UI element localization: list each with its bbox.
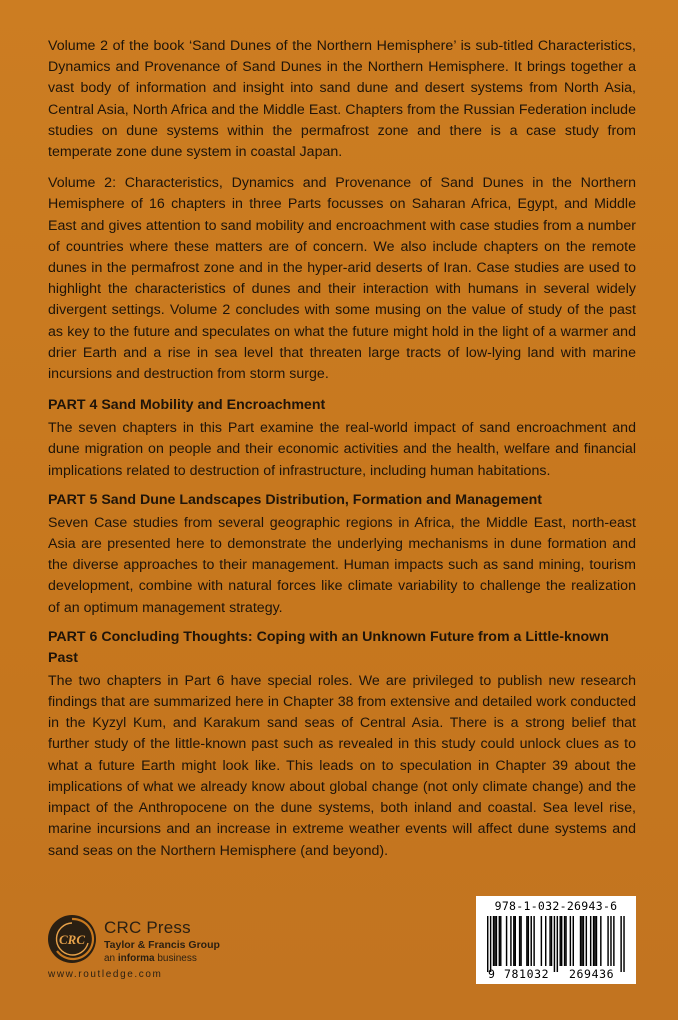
crc-logo-icon — [48, 915, 96, 963]
ean-right-digits: 269436 — [569, 967, 615, 981]
part5-heading: PART 5 Sand Dune Landscapes Distribution, Formation and Management — [48, 491, 542, 508]
barcode-bar — [564, 916, 565, 966]
barcode-bar — [519, 916, 520, 966]
publisher-group: Taylor & Francis Group — [104, 939, 220, 951]
barcode-bars — [484, 916, 628, 972]
publisher-business: an informa business — [104, 953, 197, 964]
barcode-bar — [526, 916, 527, 966]
barcode-bar — [506, 916, 507, 966]
barcode-bar — [528, 916, 529, 966]
barcode-bar — [570, 916, 571, 966]
barcode-bar — [557, 916, 558, 972]
barcode-bar — [560, 916, 561, 966]
barcode-bar — [586, 916, 587, 966]
ean-left-digits: 781032 — [504, 967, 550, 981]
barcode-bar — [551, 916, 552, 966]
barcode-bar — [541, 916, 542, 966]
publisher-logo — [48, 915, 248, 985]
isbn-number: 978-1-032-26943-6 — [494, 899, 618, 913]
barcode-bar — [610, 916, 611, 966]
volume2-paragraph: Volume 2: Characteristics, Dynamics and Provenance of Sand Dunes in the Northern Hemisphere of 16 chapters in three Parts focusses on Saharan Africa, Egypt, and Middle East and gives attention to sand mobility and encroachment with case studies from a number of countries where these matters are of concern. We also include chapters on the remote dunes in the permafrost zone and in the hyper-arid deserts of Iran. Case studies are used to highlight the characteristics of dunes and their interaction with humans in several widely divergent settings. Volume 2 concludes with some musing on the value of study of the past as key to the future and speculates on what the future might hold in the light of a warmer and drier Earth and a rise in sea level that threaten large tracts of low-lying land with marine incursions and destruction from storm surge. — [48, 175, 636, 383]
barcode-bar — [487, 916, 488, 972]
barcode-bar — [561, 916, 562, 966]
barcode-bar — [583, 916, 584, 966]
barcode-bar — [549, 916, 550, 966]
barcode-bar — [600, 916, 601, 966]
barcode-bar — [607, 916, 608, 966]
back-cover-text — [48, 36, 636, 868]
crc-logo-letters: CRC — [58, 932, 86, 947]
barcode-bar — [500, 916, 501, 966]
barcode-bar — [594, 916, 595, 966]
barcode-bar — [593, 916, 594, 966]
barcode-bar — [520, 916, 521, 966]
barcode-bar — [554, 916, 555, 972]
part4-paragraph: The seven chapters in this Part examine the real-world impact of sand encroachment and dune migration on people and their economic activities and the health, welfare and financial implications related to destruction of infrastructure, including human habitations. — [48, 420, 636, 479]
part6-paragraph: The two chapters in Part 6 have special roles. We are privileged to publish new research findings that are summarized here in Chapter 38 from extensive and detailed work conducted in the Kyzyl Kum, and Karakum sand seas of Central Asia. There is a strong belief that further study of the little-known past such as revealed in this study could unlock clues as to what a future Earth might look like. This leads on to speculation in Chapter 39 about the implications of what we already know about global change (not only climate change) and the impact of the Anthropocene on the dune systems, both inland and coastal. Sea level rise, marine incursions and an increase in extreme weather events will affect dune systems and sand seas on the Northern Hemisphere (and beyond). — [48, 672, 636, 859]
barcode-bar — [490, 916, 491, 972]
barcode-bar — [596, 916, 597, 966]
barcode-bar — [533, 916, 534, 966]
part6-heading: PART 6 Concluding Thoughts: Coping with an Unknown Future from a Little-known Past — [48, 628, 609, 666]
barcode-bar — [581, 916, 582, 966]
intro-paragraph: Volume 2 of the book ‘Sand Dunes of the Northern Hemisphere’ is sub-titled Characteristics, Dynamics and Provenance of Sand Dunes in the Northern Hemisphere. It brings together a vast body of information and insight into sand dune and desert systems from North Asia, Central Asia, North Africa and the Middle East. Chapters from the Russian Federation include studies on dune systems within the permafrost zone and there is a case study from temperate zone dune system in coastal Japan. — [48, 38, 636, 161]
barcode-bar — [565, 916, 566, 966]
barcode-bar — [510, 916, 511, 966]
isbn-barcode — [476, 896, 636, 984]
barcode-bar — [493, 916, 494, 966]
barcode-bar — [494, 916, 495, 966]
barcode-bar — [573, 916, 574, 966]
part4-heading: PART 4 Sand Mobility and Encroachment — [48, 397, 326, 414]
barcode-bar — [513, 916, 514, 966]
ean-first-digit: 9 — [488, 967, 495, 981]
barcode-bar — [590, 916, 591, 966]
barcode-bar — [499, 916, 500, 966]
barcode-bar — [515, 916, 516, 966]
barcode-bar — [620, 916, 621, 972]
barcode-bar — [545, 916, 546, 966]
publisher-name: CRC Press — [104, 918, 191, 937]
part5-paragraph: Seven Case studies from several geographic regions in Africa, the Middle East, north-east Asia are presented here to demonstrate the underlying mechanisms in dune formation and the diverse approaches to their management. Human impacts such as sand mining, tourism development, combine with natural forces like climate variability to challenge the realization of an optimum management strategy. — [48, 514, 636, 616]
publisher-url: www.routledge.com — [48, 969, 163, 980]
barcode-bar — [613, 916, 614, 966]
barcode-bar — [580, 916, 581, 966]
barcode-bar — [531, 916, 532, 966]
barcode-bar — [496, 916, 497, 966]
barcode-bar — [623, 916, 624, 972]
